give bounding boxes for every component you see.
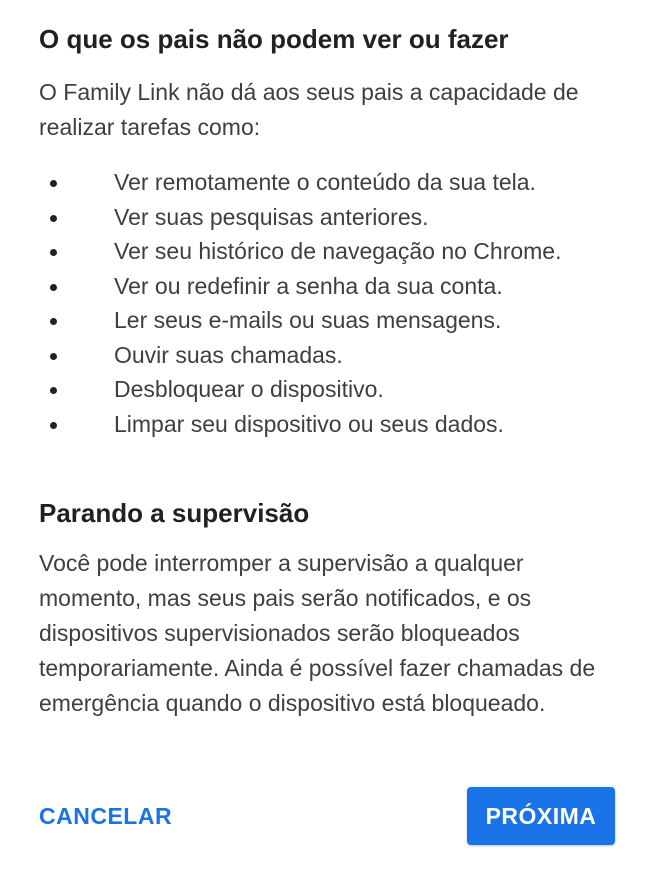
next-button[interactable]: PRÓXIMA — [467, 787, 615, 845]
list-item-text: Limpar seu dispositivo ou seus dados. — [114, 410, 504, 437]
list-item-text: Ler seus e-mails ou suas mensagens. — [114, 307, 502, 333]
bullet-icon — [50, 353, 57, 360]
list-item-text: Ver seu histórico de navegação no Chrome. — [114, 238, 562, 264]
bullet-icon — [50, 215, 57, 222]
list-item-text: Ouvir suas chamadas. — [114, 341, 343, 368]
list-item — [39, 372, 629, 407]
bullet-icon — [50, 318, 57, 325]
bullet-icon — [50, 387, 57, 394]
stop-supervision-body: Você pode interromper a supervisão a qualquer momento, mas seus pais serão notificados, e os dispositivos supervisionados serão bloqueados temporariamente. Ainda é possível fazer chamadas de emergência quando o dispositivo está bloqueado. — [39, 550, 596, 716]
restrictions-intro: O Family Link não dá aos seus pais a capacidade de realizar tarefas como: — [39, 79, 579, 140]
section-title-restrictions: O que os pais não podem ver ou fazer — [39, 24, 509, 54]
list-item — [39, 234, 629, 269]
restrictions-list — [39, 165, 629, 441]
list-item-text: Ver ou redefinir a senha da sua conta. — [114, 272, 503, 299]
bullet-icon — [50, 284, 57, 291]
list-item-text: Desbloquear o dispositivo. — [114, 376, 384, 402]
bullet-icon — [50, 180, 57, 187]
list-item — [39, 407, 629, 442]
list-item — [39, 200, 629, 235]
list-item-text: Ver remotamente o conteúdo da sua tela. — [114, 169, 536, 195]
bullet-icon — [50, 422, 57, 429]
cancel-button[interactable]: CANCELAR — [39, 794, 172, 838]
section-title-stop-supervision: Parando a supervisão — [39, 498, 310, 528]
list-item — [39, 338, 629, 373]
dialog-content — [39, 22, 629, 721]
list-item-text: Ver suas pesquisas anteriores. — [114, 203, 429, 230]
list-item — [39, 269, 629, 304]
bullet-icon — [50, 249, 57, 256]
list-item — [39, 303, 629, 338]
list-item — [39, 165, 629, 200]
